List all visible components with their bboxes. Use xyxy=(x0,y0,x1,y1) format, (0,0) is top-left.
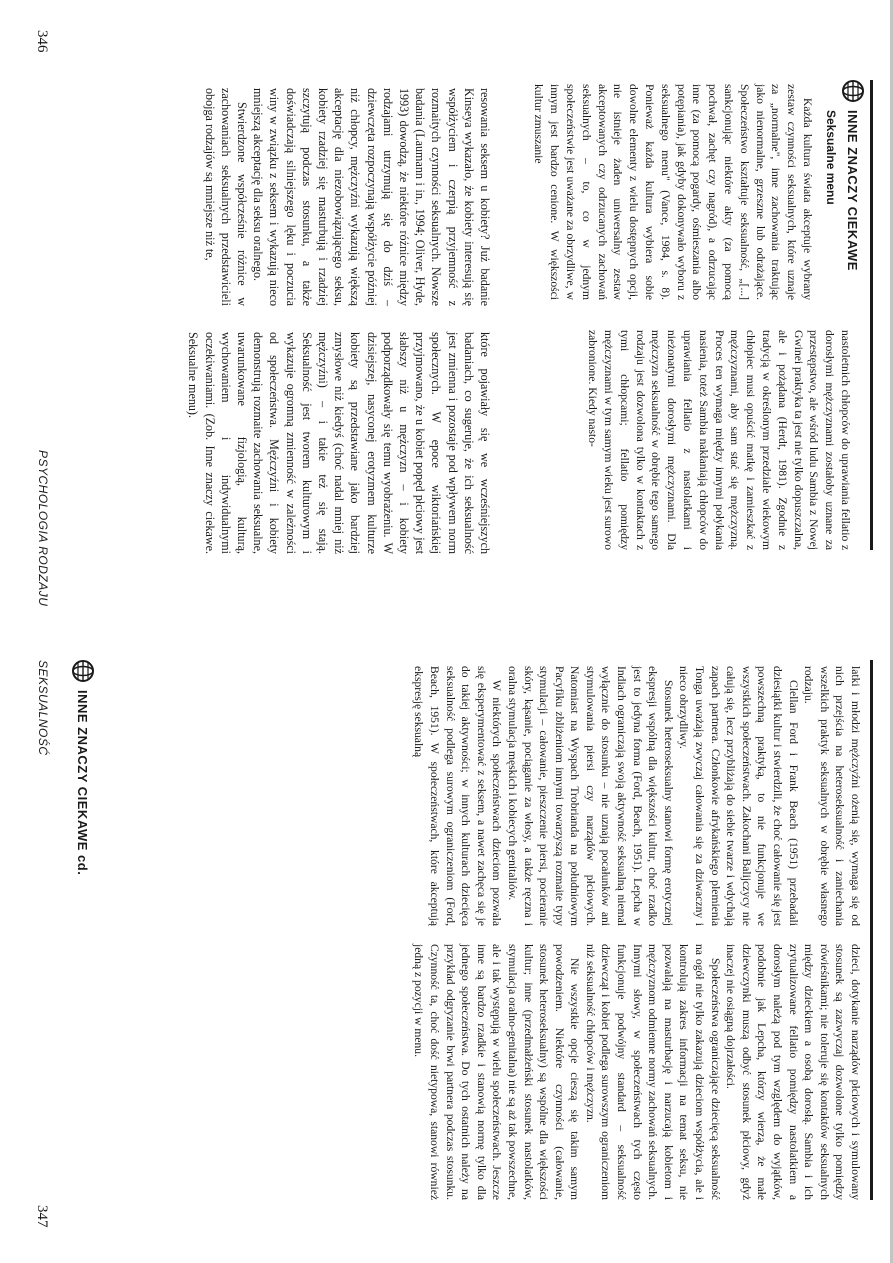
globe-icon xyxy=(842,80,864,102)
paragraph: Społeczeństwa ograniczające dziecięcą seksualność na ogół nie tylko zakazują dzieciom współżycia, ale i kontrolują zakres informacji na temat seksu, nie pozwalają na masturbację i narzucają kobietom i mężczyznom odmienne normy zachowań seksualnych. Innymi słowy, w społeczeństwach tych często funkcjonuje podwójny standard – seksualność dziewcząt i kobiet podlega surowszym ograniczeniom niż seksualność chłopców i mężczyzn. xyxy=(583,944,722,1200)
box-right-column-1 xyxy=(411,666,863,926)
paragraph: Każda kultura świata akceptuje wybrany zestaw czynności seksualnych, które uznaje za „normalne", inne zachowania traktując jako nienormalne, grzeszne lub odrażające. Społeczeństwo kształtuje seksualność, „[...] sankcjonując niektóre akty (za pomocą pochwał, zachęt czy nagród), a odrzucając inne (za pomocą pogardy, ośmieszania albo potępiania), jak gdyby dokonywało wyboru z seksualnego menu" (Vance, 1984, s. 8). Ponieważ każda kultura wybiera sobie dowolne elementy z wielu dostępnych opcji, nie istnieje żaden uniwersalny zestaw akceptowanych czy odrzucanych zachowań seksualnych – to, co w jednym społeczeństwie jest uważane za obrzydliwe, w innym jest bardzo cenione. W większości kultur zmuszanie xyxy=(532,84,814,300)
paragraph: latki i młodzi mężczyźni ożenią się, wymaga się od nich przejścia na heteroseksualność i zaniechania wszelkich praktyk seksualnych w obrębie własnego rodzaju. xyxy=(802,666,862,926)
box-header xyxy=(842,80,864,330)
paragraph: Stosunek heteroseksualny stanowi formę erotycznej ekspresji wspólną dla większości kultur, choć rzadko jest to jedyna forma (Ford, Beach, 1951). Lepcha w Indiach ograniczają swoją aktywność seksualną niemal wyłącznie do stosunku – nie uznają pocałunków ani stymulowania piersi czy narządów płciowych. Natomiast na Wyspach Trobrianda na południowym Pacyfiku zbliżeniom innymi towarzyszą rozmaite typy stymulacji – całowanie, pieszczenie piersi, pocieranie skóry, kąsanie, pociąganie za włosy, a także ręczna i oralna stymulacja męskich i kobiecych genitaliów. xyxy=(505,666,675,926)
box-title: INNE ZNACZY CIEKAWE xyxy=(845,110,861,271)
paragraph: nastoletnich chłopców do uprawiania fellatio z dorosłymi mężczyznami zostałoby uznane za przestępstwo, ale wśród ludu Sambia z Nowej Gwinei praktyka ta jest nie tylko dopuszczalna, ale i pożądana (Herdt, 1981). Zgodnie z tradycją w określonym przedziale wiekowym chłopiec musi opuścić matkę i zamieszkać z mężczyznami, aby sam stać się mężczyzną. Proces ten wymaga między innymi połykania nasienia, toteż Sambia nakłaniają chłopców do uprawiania fellatio z nastolatkami i nieżonatymi dorosłymi mężczyznami. Dla mężczyzn seksualność w obrębie tego samego rodzaju jest dozwolona tylko w kontaktach z tymi chłopcami; fellatio pomiędzy mężczyznami w tym samym wieku jest surowo zabronione. Kiedy nasto- xyxy=(586,330,852,550)
paragraph: Stwierdzone współcześnie różnice w zachowaniach seksualnych przedstawicieli obojga rodzajów są mniejsze niż te, xyxy=(202,88,249,306)
paragraph: resowania seksem u kobiety? Już badanie Kinseya wykazało, że kobiety interesują się współżyciem i czerpią przyjemność z rozmaitych czynności seksualnych. Nowsze badania (Laumann i in., 1994; Oliver, Hyde, 1993) dowodzą, że niektóre różnice między rodzajami utrzymują się do dziś – dziewczęta rozpoczynają współżycie później niż chłopcy, mężczyźni wykazują większą akceptację dla niezobowiązującego seksu, kobiety rzadziej się masturbują i rzadziej szczytują podczas stosunku, a także doświadczają silniejszego lęku i poczucia winy w związku z seksem i wykazują nieco mniejszą akceptację dla seksu oralnego. xyxy=(251,88,492,306)
paragraph: W niektórych społeczeństwach dzieciom pozwala się eksperymentować z seksem, a nawet zachęca się je do takiej aktywności; w innych kulturach dziecięca seksualność podlega surowym ograniczeniom (Ford, Beach, 1951). W społeczeństwach, które akceptują ekspresję seksualną xyxy=(412,666,504,926)
box-left-column-2 xyxy=(584,330,853,550)
paragraph: dzieci, dotykanie narządów płciowych i symulowany stosunek są zazwyczaj dozwolone tylko pomiędzy rówieśnikami; nie toleruje się kontaktów seksualnych między dzieckiem a osobą dorosłą. Sambia i ich zrytualizowane fellatio pomiędzy nastolatkiem a dorosłym należą pod tym względem do wyjątków, podobnie jak Lepcha, którzy wierzą, że małe dziewczynki muszą odbyć stosunek płciowy, gdyż inaczej nie osiągną dojrzałości. xyxy=(724,944,862,1200)
box-subtitle: Seksualne menu xyxy=(824,110,838,205)
page-number-right: 347 xyxy=(34,1205,50,1228)
box-right-column-2 xyxy=(411,944,863,1200)
paragraph: Nie wszystkie opcje cieszą się takim samym powodzeniem. Niektóre czynności (całowanie, stosunek heteroseksualny) są wspólne dla większości kultur; inne (przedmałżeński stosunek nastolatków, stymulacja oralno-genitalna) nie są aż tak powszechne, ale i tak występują w wielu społeczeństwach. Jeszcze inne są bardzo rzadkie i stanowią normę tylko dla jednego społeczeństwa. Do tych ostatnich należy na przykład odgryzanie brwi partnera podczas stosunku. Czynność ta, choć dość nietypowa, stanowi również jedną z pozycji w menu. xyxy=(412,944,582,1200)
main-column-2 xyxy=(185,332,493,554)
box-rule xyxy=(870,82,873,332)
globe-icon xyxy=(72,660,94,682)
running-head-left: PSYCHOLOGIA RODZAJU xyxy=(36,450,50,607)
running-head-right: SEKSUALNOŚĆ xyxy=(36,660,50,756)
paragraph: które pojawiały się we wcześniejszych badaniach, co sugeruje, że ich seksualność jest zmienna i pozostaje pod wpływem norm społecznych. W epoce wiktoriańskiej przyjmowano, że u kobiet popęd płciowy jest słabszy niż u mężczyzn – i kobiety podporządkowały się temu wyobrażeniu. W dzisiejszej, nasyconej erotyzmem kulturze kobiety są przedstawiane jako bardziej zmysłowe niż kiedyś (choć nadal mniej niż mężczyźni) – i takie też się stają. Seksualność jest tworem kulturowym i wykazuje ogromną zmienność w zależności od społeczeństwa. Mężczyźni i kobiety demonstrują rozmaite zachowania seksualne, uwarunkowane fizjologią, kulturą, wychowaniem i indywidualnymi oczekiwaniami. (Zob. Inne znaczy ciekawe. Seksualne menu). xyxy=(186,332,492,554)
main-column-1 xyxy=(201,88,493,306)
box-title: INNE ZNACZY CIEKAWE cd. xyxy=(75,690,91,876)
paragraph: Clellan Ford i Frank Beach (1951) przebadali dziesiątki kultur i stwierdzili, że choć całowanie się jest powszechną praktyką, to nie funkcjonuje we wszystkich społeczeństwach. Zakochani Balijczycy nie całują się, lecz przybliżają do siebie twarze i wdychają zapach partnera. Członkowie afrykańskiego plemienia Tonga uważają zwyczaj całowania się za dziwaczny i nieco obrzydliwy. xyxy=(677,666,800,926)
box-header xyxy=(72,660,94,875)
page-number-left: 346 xyxy=(34,30,50,53)
box-left-column-1 xyxy=(531,84,815,300)
